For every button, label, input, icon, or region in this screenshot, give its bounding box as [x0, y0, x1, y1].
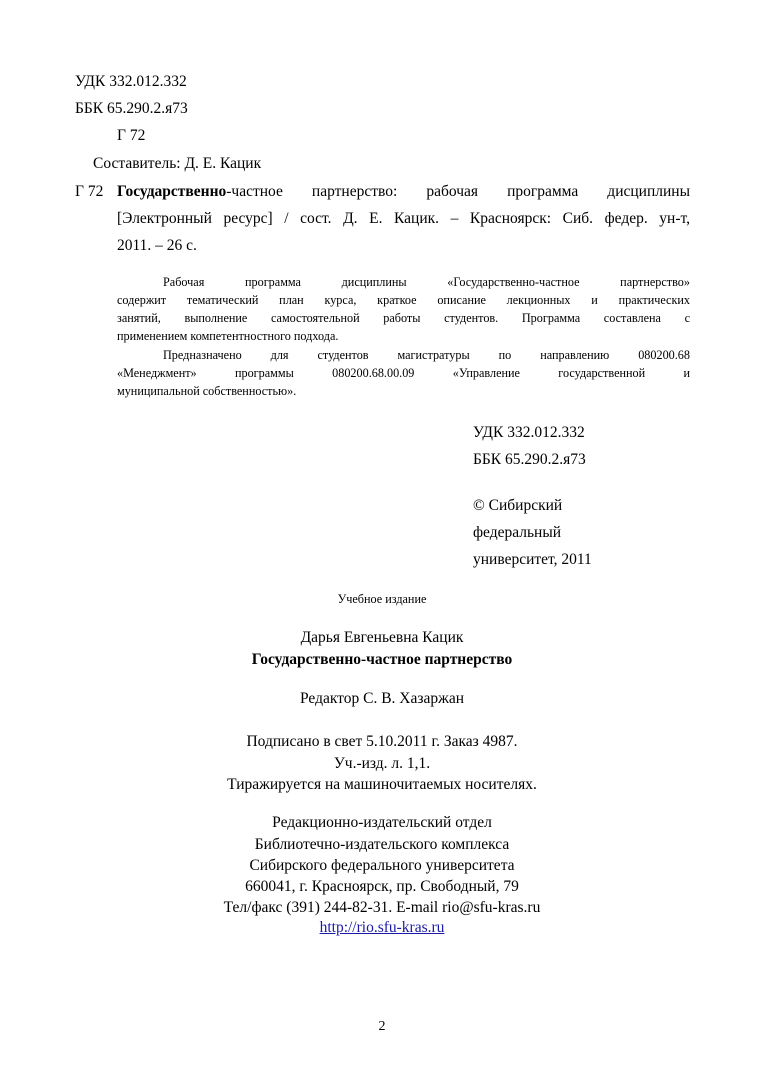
publisher-contacts: Тел/факс (391) 244-82-31. E-mail rio@sfu-kras.ru — [223, 899, 541, 916]
distribution-line: Тиражируется на машиночитаемых носителях. — [227, 776, 537, 793]
classification-bbk: ББК 65.290.2.я73 — [473, 451, 586, 468]
editor-line: Редактор С. В. Хазаржан — [299, 690, 464, 707]
abstract-p1-line-3: занятий, выполнение самостоятельной работы студентов. Программа составлена с — [117, 311, 690, 325]
citation-line-1 — [117, 184, 690, 200]
citation-line-2: [Электронный ресурс] / сост. Д. Е. Кацик. – Красноярск: Сиб. федер. ун-т, — [117, 210, 690, 227]
abstract-p2-line-2: «Менеджмент» программы 080200.68.00.09 «Управление государственной и — [117, 366, 690, 380]
publisher-url-row — [0, 920, 764, 936]
abstract-p2-line-1: Предназначено для студентов магистратуры по направлению 080200.68 — [163, 348, 690, 362]
signed-line: Подписано в свет 5.10.2011 г. Заказ 4987. — [246, 733, 518, 750]
publisher-line-1: Редакционно-издательский отдел — [272, 814, 492, 831]
publisher-line-3: Сибирского федерального университета — [249, 857, 515, 874]
abstract-p2-line-3: муниципальной собственностью». — [117, 384, 297, 398]
citation-title-rest: -частное партнерство: рабочая программа дисциплины — [226, 183, 690, 200]
header-code: Г 72 — [117, 127, 146, 144]
citation-title-bold: Государственно — [117, 183, 227, 200]
header-bbk: ББК 65.290.2.я73 — [75, 100, 188, 117]
copyright-line-1: © Сибирский — [473, 497, 563, 514]
compiler-line: Составитель: Д. Е. Кацик — [93, 155, 262, 172]
abstract-p1-line-4: применением компетентностного подхода. — [117, 329, 339, 343]
book-title: Государственно-частное партнерство — [251, 651, 513, 668]
publisher-line-2: Библиотечно-издательского комплекса — [254, 836, 510, 853]
abstract-p1-line-2: содержит тематический план курса, краткое описание лекционных и практических — [117, 293, 690, 307]
header-udk: УДК 332.012.332 — [75, 73, 187, 90]
copyright-line-3: университет, 2011 — [473, 551, 592, 568]
publisher-url-link[interactable]: http://rio.sfu-kras.ru — [319, 919, 445, 936]
citation-code: Г 72 — [75, 183, 104, 200]
citation-line-3: 2011. – 26 с. — [117, 237, 197, 254]
publisher-address: 660041, г. Красноярск, пр. Свободный, 79 — [245, 878, 519, 895]
author-name: Дарья Евгеньевна Кацик — [300, 629, 464, 646]
sheets-line: Уч.-изд. л. 1,1. — [333, 755, 431, 772]
classification-udk: УДК 332.012.332 — [473, 424, 585, 441]
abstract-p1-line-1: Рабочая программа дисциплины «Государственно-частное партнерство» — [163, 275, 690, 289]
copyright-line-2: федеральный — [473, 524, 562, 541]
page-number: 2 — [378, 1019, 386, 1034]
edition-type: Учебное издание — [337, 592, 427, 606]
